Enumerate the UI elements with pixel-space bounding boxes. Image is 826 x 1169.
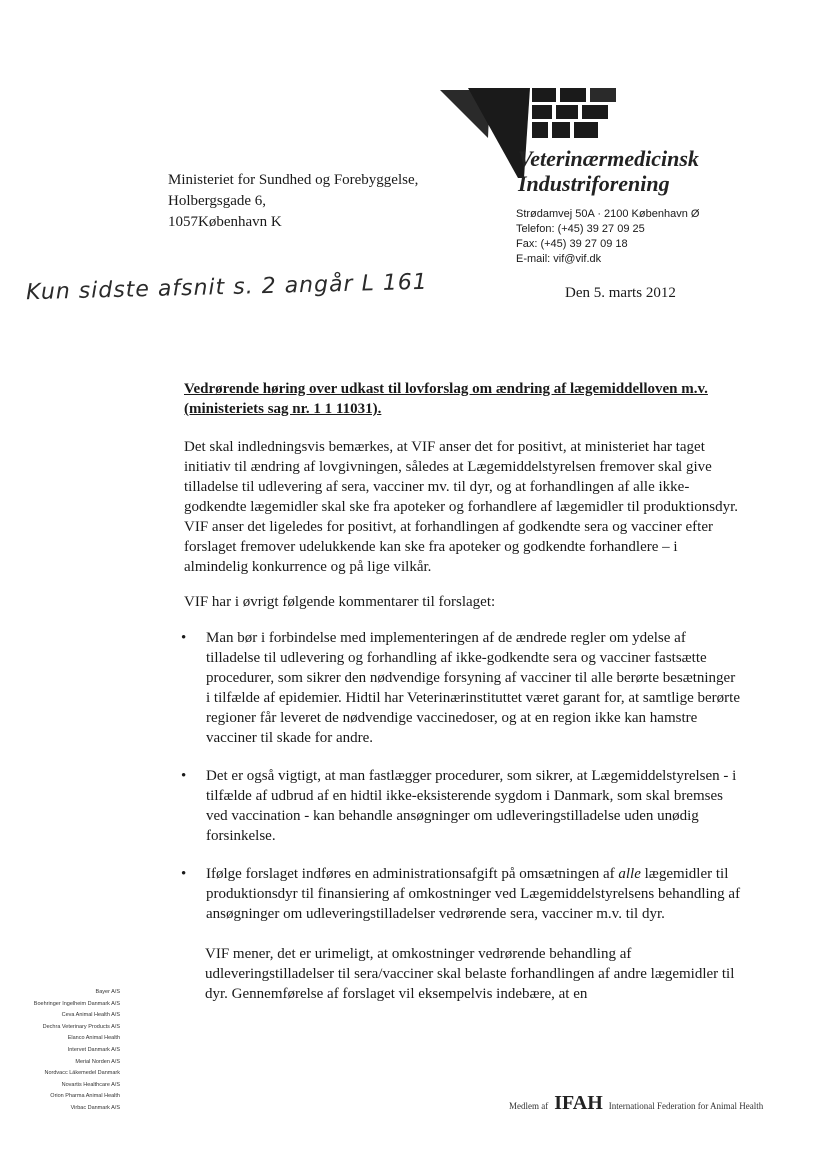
closing-paragraph: VIF mener, det er urimeligt, at omkostninger vedrørende behandling af udleveringstilladelser til sera/vacciner skal belaste forhandlingen af andre lægemidler til dyr. Gennemførelse af forslaget vil eksempelvis indebære, at en	[205, 946, 735, 1002]
ifah-membership	[509, 1092, 763, 1115]
member-company: Virbac Danmark A/S	[70, 1104, 120, 1111]
member-company: Ceva Animal Health A/S	[61, 1012, 120, 1019]
member-company: Bayer A/S	[95, 989, 120, 995]
list-item-emphasis: alle	[618, 866, 641, 882]
recipient-line: 1057København K	[168, 214, 282, 230]
intro-paragraph: Det skal indledningsvis bemærkes, at VIF anser det for positivt, at ministeriet har taget initiativ til ændring af lovgivningen, således at Lægemiddelstyrelsen fremover skal give tilladelse til udlevering af sera, vacciner mv. til dyr, og at forhandlingen af alle ikke-godkendte lægemidler skal ske fra apoteker og forhandlere af lægemidler til produktionsdyr. VIF anser det ligeledes for positivt, at forhandlingen af godkendte sera og vacciner efter forslaget fremover udelukkende kan ske fra apoteker og godkendte forhandlere – i almindelig konkurrence og på lige vilkår.	[184, 439, 739, 575]
member-company: Orion Pharma Animal Health	[50, 1093, 120, 1100]
member-company: Elanco Animal Health	[67, 1035, 120, 1042]
bullet-icon: •	[181, 768, 187, 784]
organization-email: E-mail: vif@vif.dk	[516, 253, 602, 265]
list-item	[181, 766, 741, 846]
recipient-line: Ministeriet for Sundhed og Forebyggelse,	[168, 172, 419, 188]
recipient-line: Holbergsgade 6,	[168, 193, 267, 209]
list-item-text: Det er også vigtigt, at man fastlægger procedurer, som sikrer, at Lægemiddelstyrelsen - i tilfælde af udbrud af en hidtil ikke-eksisterende sygdom i Danmark, som skal bremses ved vaccination - kan behandle ansøgninger om udleveringstilladelse uden unødig forsinkelse.	[206, 768, 737, 844]
member-company: Intervet Danmark A/S	[67, 1046, 120, 1053]
recipient-address	[168, 170, 418, 233]
list-item-text-start: Ifølge forslaget indføres en administrationsafgift på omsætningen af	[206, 866, 619, 882]
list-item-text: Man bør i forbindelse med implementeringen af de ændrede regler om ydelse af tilladelse til udlevering og forhandling af ikke-godkendte sera og vacciner fastsætte procedurer, som sikrer den nødvendige forsyning af vacciner til alle berørte besætninger i tilfælde af epidemier. Hidtil har Veterinærinstituttet været garant for, at samtlige berørte regioner får leveret de nødvendige vaccinedoser, og at en region ikke kan hamstre vacciner til skade for andre.	[206, 630, 740, 746]
member-companies-list	[10, 987, 120, 1115]
bullet-icon: •	[181, 866, 187, 882]
ifah-logo: IFAH	[554, 1092, 603, 1114]
member-company: Nordvacc Läkemedel Danmark	[44, 1070, 120, 1077]
subject-line1: Vedrørende høring over udkast til lovforslag om ændring af lægemiddelloven m.v.	[184, 381, 708, 397]
subject-line2: (ministeriets sag nr. 1 1 11031).	[184, 401, 382, 417]
letter-subject	[184, 379, 764, 419]
list-item	[181, 864, 741, 924]
organization-name-line1: Veterinærmedicinsk	[518, 146, 699, 171]
comment-list	[181, 628, 741, 924]
organization-address: Strødamvej 50A · 2100 København Ø	[516, 208, 700, 220]
list-item	[181, 628, 741, 748]
letter-date: Den 5. marts 2012	[565, 285, 676, 301]
member-company: Novartis Healthcare A/S	[61, 1081, 120, 1088]
organization-name-line2: Industriforening	[518, 171, 670, 196]
ifah-name: International Federation for Animal Health	[608, 1101, 764, 1111]
member-company: Boehringer Ingelheim Danmark A/S	[33, 1000, 120, 1007]
lead-paragraph: VIF har i øvrigt følgende kommentarer til forslaget:	[184, 594, 496, 610]
bullet-icon: •	[181, 630, 187, 646]
member-company: Merial Norden A/S	[75, 1058, 120, 1065]
list-item-text	[206, 866, 740, 922]
member-of-label: Medlem af	[509, 1101, 549, 1111]
handwritten-note: Kun sidste afsnit s. 2 angår L 161	[25, 269, 429, 306]
list-item-text-end: lægemidler til produktionsdyr til finansiering af omkostninger ved Lægemiddelstyrelsens behandling af ansøgninger om udleveringstilladelser vedrørende sera, vacciner m.v. til dyr.	[206, 866, 741, 922]
member-company: Dechra Veterinary Products A/S	[42, 1023, 120, 1030]
organization-fax: Fax: (+45) 39 27 09 18	[516, 238, 628, 250]
organization-phone: Telefon: (+45) 39 27 09 25	[516, 223, 645, 235]
organization-contact	[516, 207, 699, 267]
organization-name	[518, 146, 699, 196]
